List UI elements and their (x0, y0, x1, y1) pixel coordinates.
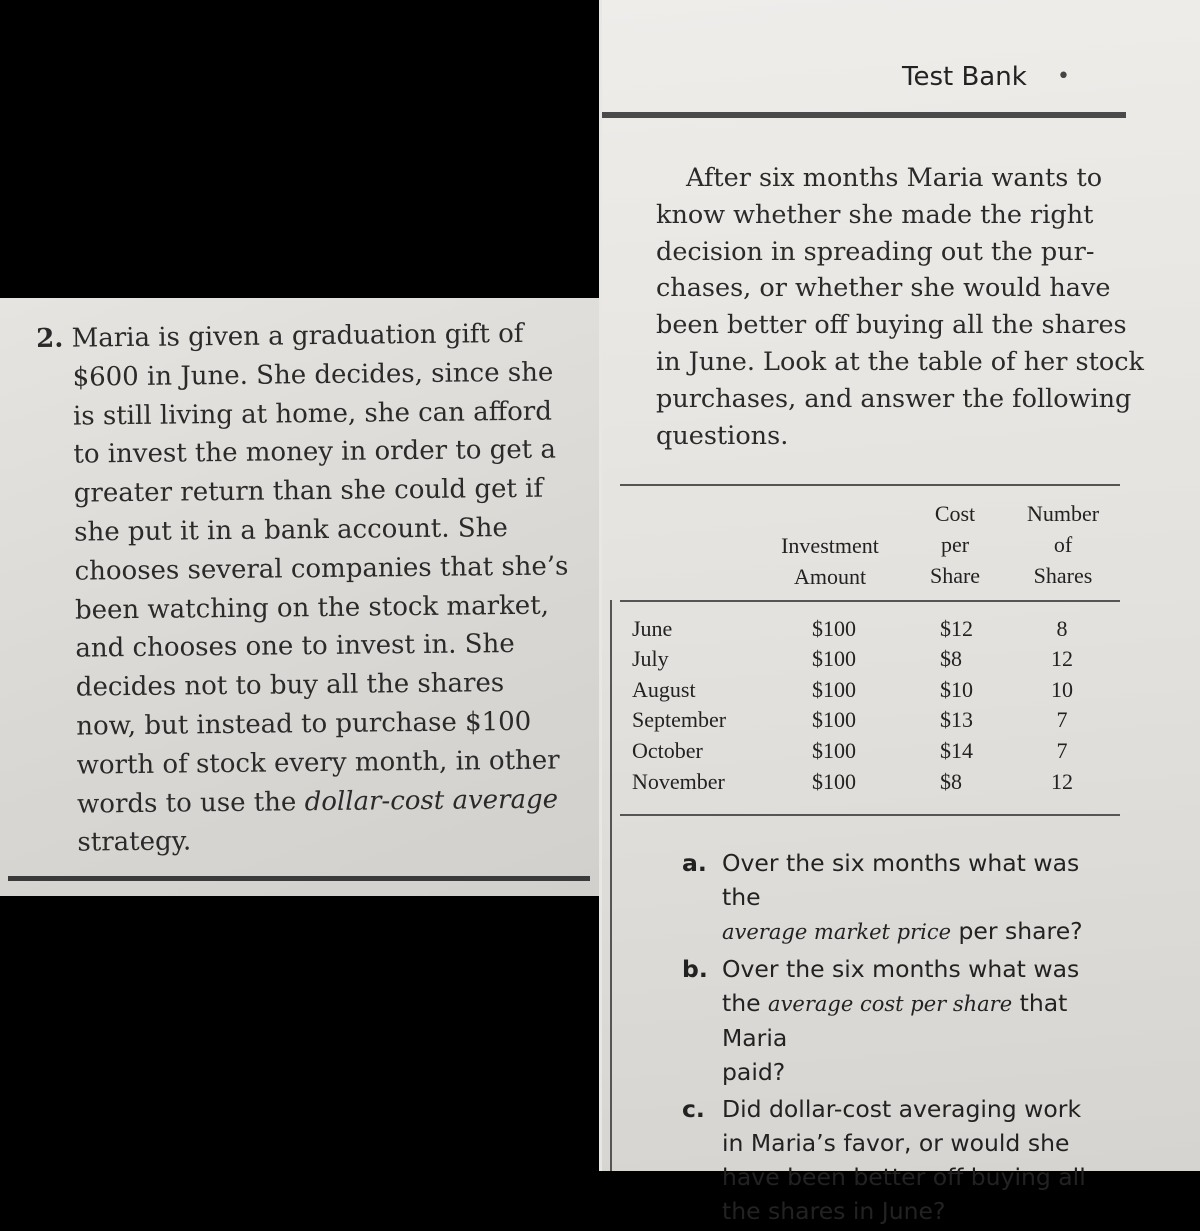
problem-line-14: strategy. (77, 826, 192, 858)
question-text: in Maria’s favor, or would she (722, 1129, 1070, 1157)
cell-shares: 12 (1051, 646, 1073, 671)
problem-line-11: now, but instead to purchase $100 (76, 706, 532, 742)
problem-line-12: worth of stock every month, in other (76, 745, 560, 781)
problem-line-text: Maria is given a graduation gift of (71, 318, 524, 354)
question-text: paid? (722, 1058, 786, 1086)
question-label: a. (682, 849, 707, 877)
question-c (682, 1092, 1122, 1228)
table-row (620, 769, 1120, 799)
intro-line: After six months Maria wants to (686, 163, 1103, 193)
cell-month: November (632, 769, 725, 794)
problem-line-10: decides not to buy all the shares (75, 668, 505, 703)
question-text: Did dollar-cost averaging work (722, 1095, 1082, 1123)
header-line: per (940, 532, 970, 557)
cell-month: September (632, 707, 727, 732)
cell-cost: $8 (940, 646, 962, 671)
cell-shares: 7 (1056, 707, 1068, 732)
dollar-cost-average-term: dollar-cost average (304, 784, 559, 817)
cell-investment: $100 (812, 738, 856, 763)
cell-investment: $100 (812, 616, 856, 641)
problem-statement (36, 314, 582, 863)
questions-list (682, 846, 1122, 1231)
cell-month: July (632, 646, 669, 671)
cell-month: June (632, 616, 673, 641)
header-line: Cost (934, 501, 976, 526)
problem-line-6: she put it in a bank account. She (74, 513, 508, 548)
problem-line-7: chooses several companies that she’s (74, 551, 569, 587)
right-page-photo (602, 0, 1200, 1225)
header-bullet: • (1057, 64, 1070, 89)
header-line: Investment (781, 533, 879, 558)
intro-paragraph (656, 160, 1144, 454)
header-number-of-shares (1018, 498, 1108, 591)
table-row (620, 646, 1120, 676)
question-text: have been better off buying all (722, 1163, 1086, 1191)
problem-line-9: and chooses one to invest in. She (75, 629, 515, 664)
cell-shares: 10 (1051, 677, 1073, 702)
table-row (620, 707, 1120, 737)
question-text: the shares in June? (722, 1197, 946, 1225)
question-text: that Maria (722, 989, 1068, 1052)
problem-line-2: $600 in June. She decides, since she (72, 357, 554, 393)
question-label: c. (682, 1095, 705, 1123)
question-a (682, 846, 1122, 949)
question-b (682, 952, 1122, 1089)
intro-line: decision in spreading out the pur- (656, 236, 1095, 267)
page-edge-line (610, 600, 612, 1171)
header-investment-amount (765, 530, 895, 592)
cell-cost: $13 (940, 707, 973, 732)
problem-line-text: words to use the (76, 786, 305, 820)
question-text: Over the six months what was the (722, 849, 1080, 911)
problem-line-8: been watching on the stock market, (74, 590, 550, 626)
table-row (620, 677, 1120, 707)
problem-line-5: greater return than she could get if (73, 473, 544, 509)
average-market-price-term: average market price (722, 920, 952, 944)
cell-month: August (632, 677, 696, 702)
cell-shares: 12 (1051, 769, 1073, 794)
cell-cost: $12 (940, 616, 973, 641)
left-page-photo (0, 298, 600, 896)
intro-line: in June. Look at the table of her stock (656, 346, 1144, 377)
header-line: Number (1026, 501, 1100, 526)
problem-line-1 (36, 314, 576, 358)
cell-investment: $100 (812, 646, 856, 671)
bottom-rule (8, 876, 590, 881)
table-row (620, 738, 1120, 768)
cell-investment: $100 (812, 677, 856, 702)
cell-investment: $100 (812, 707, 856, 732)
table-top-rule (620, 484, 1120, 486)
table-bottom-rule (620, 814, 1120, 816)
cell-shares: 7 (1056, 738, 1068, 763)
cell-cost: $10 (940, 677, 973, 702)
problem-line-4: to invest the money in order to get a (73, 434, 557, 471)
intro-line: know whether she made the right (656, 199, 1094, 230)
average-cost-per-share-term: average cost per share (768, 992, 1013, 1016)
header-line: Shares (1033, 563, 1093, 588)
table-row (620, 616, 1120, 646)
header-line: Amount (793, 564, 867, 589)
question-text: Over the six months what was (722, 955, 1080, 983)
intro-line: purchases, and answer the following (656, 383, 1132, 414)
intro-line: chases, or whether she would have (656, 273, 1111, 304)
cell-cost: $8 (940, 769, 962, 794)
question-label: b. (682, 955, 708, 983)
table-header-rule (620, 600, 1120, 602)
header-cost-per-share (920, 498, 990, 591)
problem-line-13 (41, 780, 581, 824)
question-text: per share? (951, 917, 1083, 945)
problem-line-3: is still living at home, she can afford (72, 396, 553, 432)
intro-line: questions. (656, 420, 789, 451)
cell-cost: $14 (940, 738, 973, 763)
header-rule (602, 112, 1126, 118)
header-line: Share (929, 563, 981, 588)
problem-number: 2. (36, 323, 64, 354)
question-text: the (722, 989, 769, 1017)
header-line: of (1053, 532, 1073, 557)
cell-shares: 8 (1056, 616, 1068, 641)
cell-month: October (632, 738, 703, 763)
intro-line: been better off buying all the shares (656, 310, 1127, 341)
cell-investment: $100 (812, 769, 856, 794)
running-header: Test Bank (902, 62, 1027, 92)
